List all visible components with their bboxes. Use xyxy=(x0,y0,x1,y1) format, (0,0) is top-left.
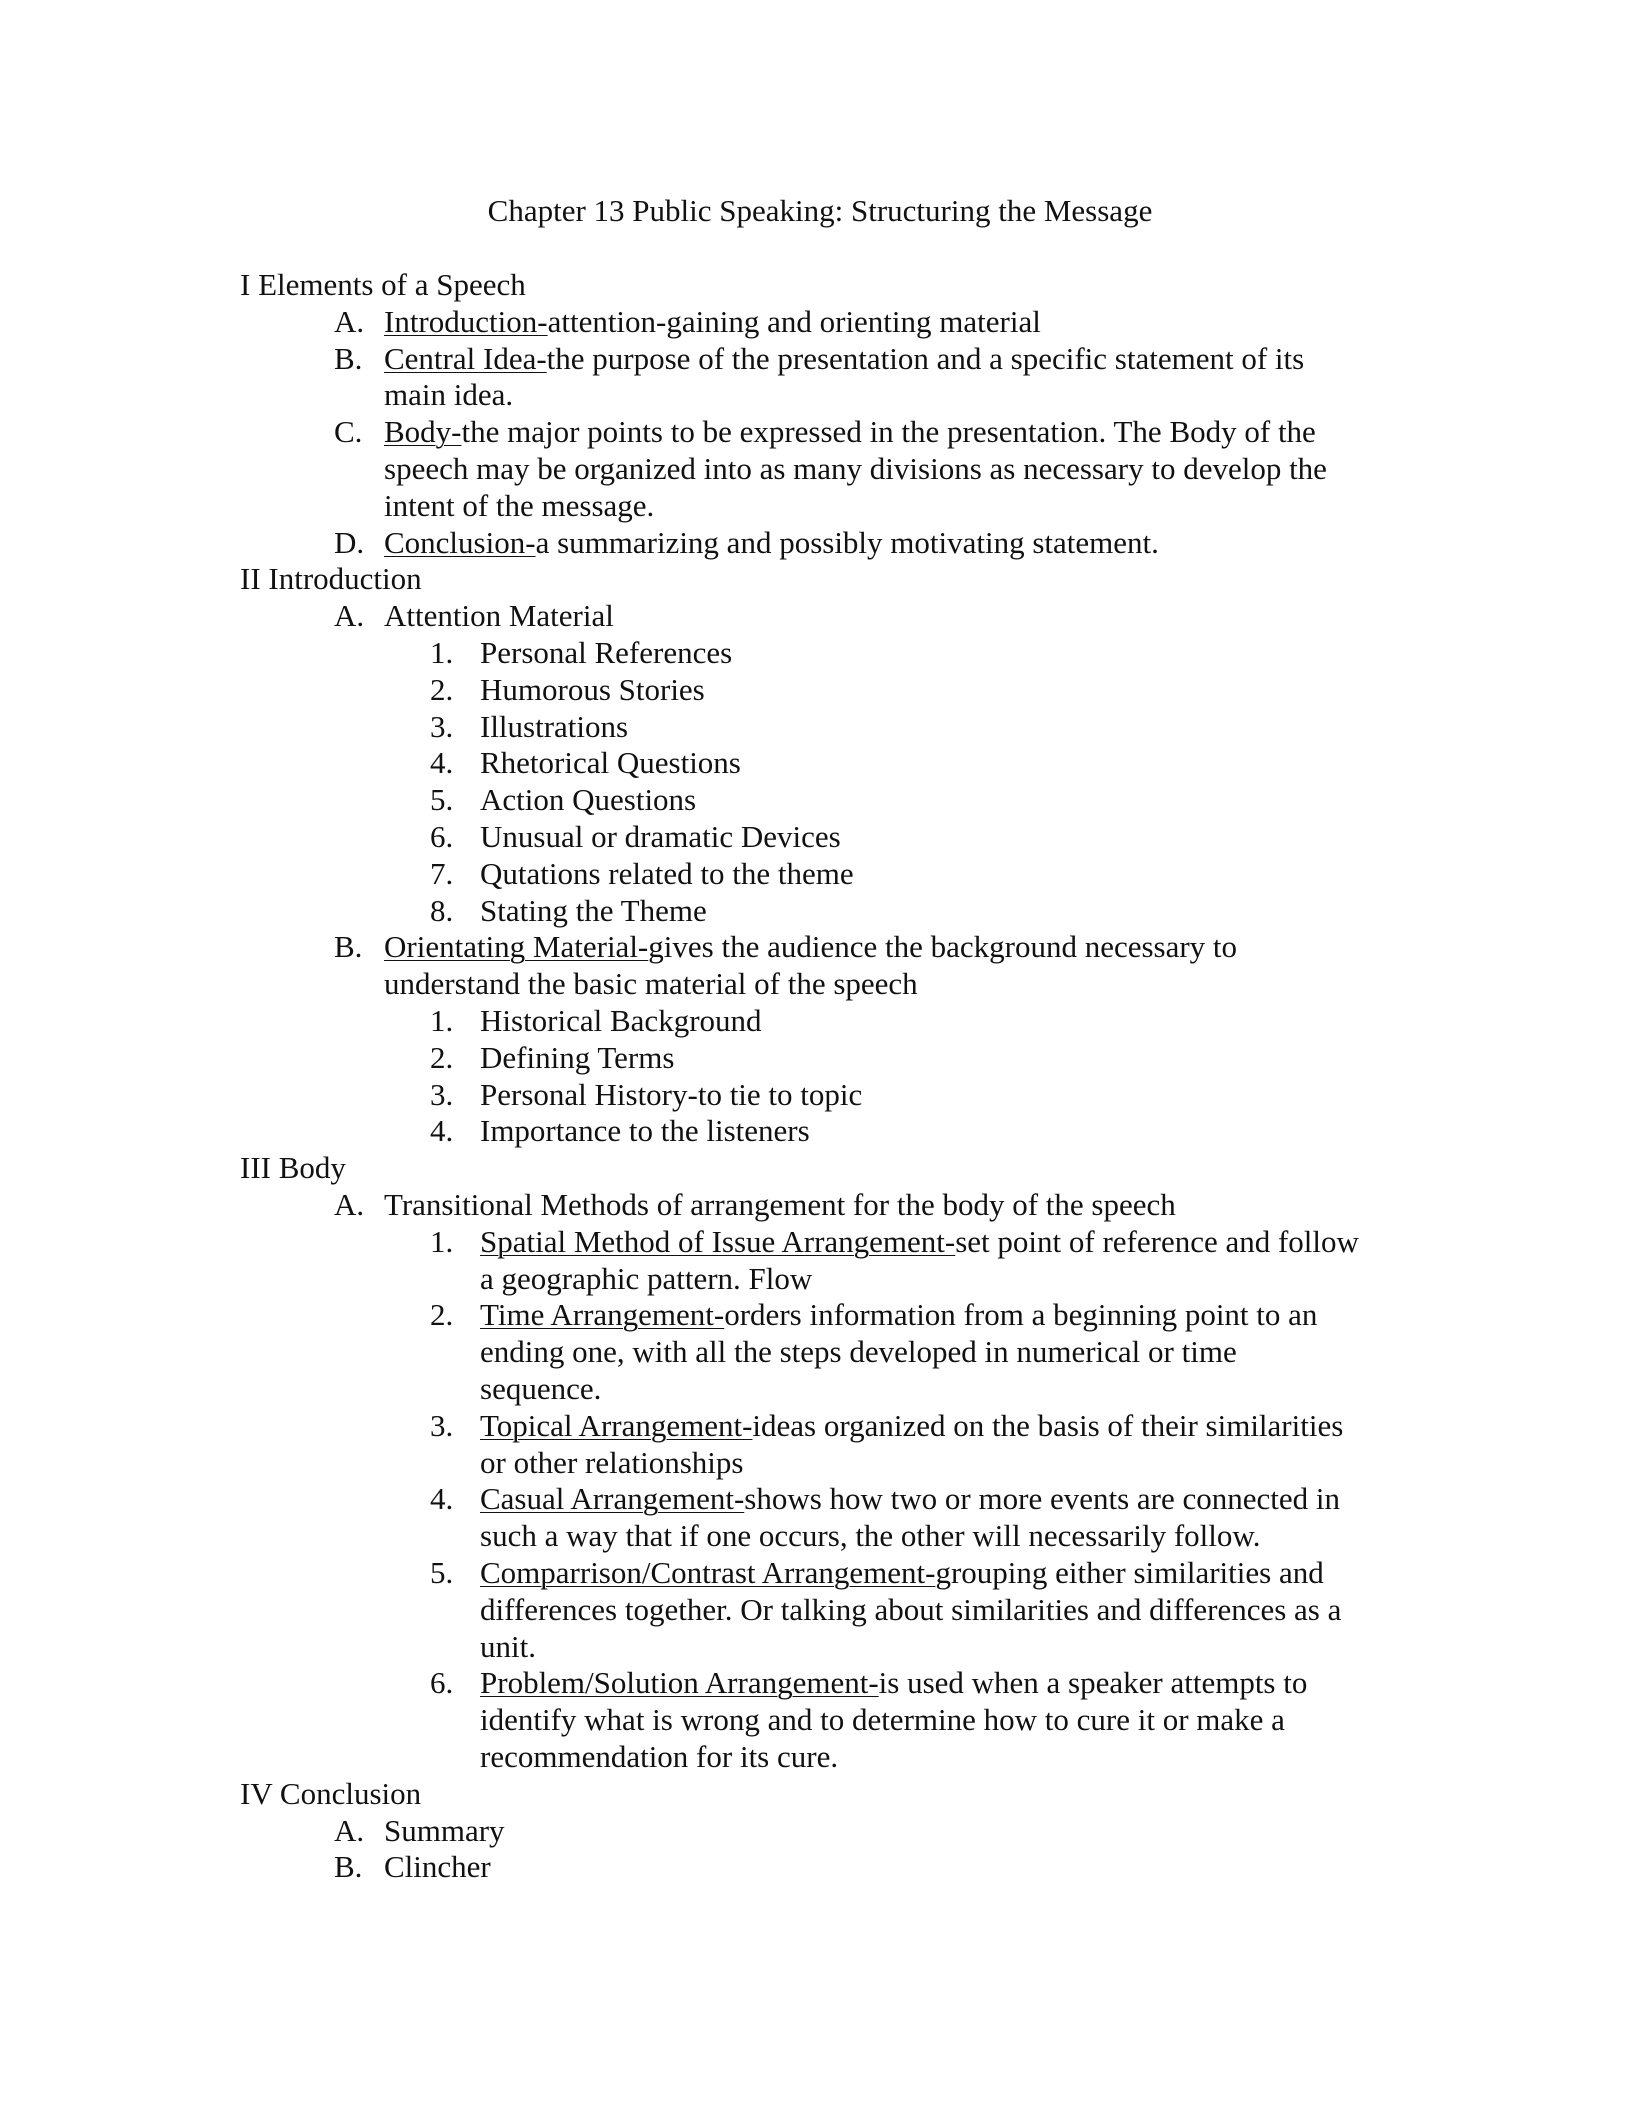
outline-subitem-term: Problem/Solution Arrangement- xyxy=(480,1665,879,1701)
outline-subitem-line xyxy=(480,1370,601,1407)
outline-item-text: speech may be organized into as many divisions as necessary to develop the xyxy=(384,451,1327,486)
outline-item-line xyxy=(384,1848,491,1885)
outline-item-marker: C. xyxy=(334,414,363,450)
outline-subitem-text: shows how two or more events are connected in xyxy=(744,1481,1341,1517)
outline-item-text: gives the audience the background necessary to xyxy=(648,929,1238,965)
outline-subitem-text: Action Questions xyxy=(480,782,697,818)
outline-item-text: the purpose of the presentation and a specific statement of its xyxy=(546,340,1305,376)
outline-subitem-text: Personal References xyxy=(480,635,733,670)
outline-subitem-marker: 2. xyxy=(430,1297,454,1333)
outline-item-text: Summary xyxy=(384,1812,505,1848)
outline-item-text: Transitional Methods of arrangement for the body of the speech xyxy=(384,1187,1176,1222)
outline-subitem-text: Personal History-to tie to topic xyxy=(480,1076,863,1112)
outline-item-marker: B. xyxy=(334,340,363,376)
outline-item-marker: A. xyxy=(334,1187,365,1222)
outline-subitem-text: set point of reference and follow xyxy=(955,1223,1359,1259)
outline-item-marker: A. xyxy=(334,1812,365,1848)
outline-item-marker: B. xyxy=(334,1849,363,1885)
outline-item-term: Orientating Material- xyxy=(384,929,649,965)
outline-subitem-marker: 3. xyxy=(430,1076,454,1112)
outline-item-term: Conclusion- xyxy=(384,524,536,560)
section-heading: IV Conclusion xyxy=(240,1775,422,1811)
outline-subitem-text: unit. xyxy=(480,1628,536,1664)
outline-subitem-line xyxy=(480,1260,812,1297)
outline-subitem-marker: 1. xyxy=(430,1223,454,1259)
outline-item-marker: A. xyxy=(334,598,365,634)
section-heading: II Introduction xyxy=(240,561,422,597)
outline-subitem-text: ideas organized on the basis of their similarities xyxy=(752,1407,1344,1443)
outline-subitem-line xyxy=(480,1407,1343,1444)
outline-subitem-line xyxy=(480,1664,1307,1701)
outline-subitem-text: such a way that if one occurs, the other will necessarily follow. xyxy=(480,1518,1261,1554)
outline-item-text: Attention Material xyxy=(384,598,614,634)
outline-subitem-term: Casual Arrangement- xyxy=(480,1481,745,1517)
outline-subitem-marker: 4. xyxy=(430,1113,454,1149)
outline-subitem-line xyxy=(480,1333,1237,1370)
outline-item-text: main idea. xyxy=(384,377,514,413)
outline-item-term: Introduction- xyxy=(384,303,548,339)
document-title: Chapter 13 Public Speaking: Structuring the Message xyxy=(487,193,1153,228)
outline-item-line xyxy=(384,303,1041,340)
outline-item-line xyxy=(384,597,614,634)
outline-subitem-marker: 5. xyxy=(430,1555,454,1590)
outline-subitem-line xyxy=(480,1480,1340,1517)
outline-item-line xyxy=(384,413,1316,450)
section-heading: III Body xyxy=(240,1150,346,1186)
outline-item-marker: A. xyxy=(334,303,365,339)
outline-subitem-text: Importance to the listeners xyxy=(480,1113,810,1149)
outline-subitem-text: Unusual or dramatic Devices xyxy=(480,819,841,854)
outline-subitem-text: recommendation for its cure. xyxy=(480,1739,839,1774)
outline-subitem-line xyxy=(480,1223,1359,1260)
outline-subitem-text: orders information from a beginning point to an xyxy=(724,1297,1318,1333)
outline-subitem-text: Illustrations xyxy=(480,708,629,744)
outline-subitem-marker: 1. xyxy=(430,635,454,670)
outline-subitem-term: Spatial Method of Issue Arrangement- xyxy=(480,1223,956,1259)
outline-item-line xyxy=(384,1186,1176,1223)
outline-subitem-text: is used when a speaker attempts to xyxy=(878,1665,1308,1701)
outline-subitem-marker: 4. xyxy=(430,745,454,781)
outline-item-line xyxy=(384,450,1327,487)
outline-item-line xyxy=(384,524,1159,561)
outline-subitem-text: Stating the Theme xyxy=(480,892,707,928)
outline-subitem-line xyxy=(480,1554,1324,1591)
outline-subitem-line xyxy=(480,1591,1341,1628)
outline-item-term: Body- xyxy=(384,414,462,450)
outline-item-line xyxy=(384,340,1304,377)
outline-subitem-marker: 5. xyxy=(430,782,454,818)
outline-subitem-text: identify what is wrong and to determine how to cure it or make a xyxy=(480,1702,1285,1738)
outline-subitem-text: differences together. Or talking about similarities and differences as a xyxy=(480,1591,1342,1627)
outline-subitem-text: Rhetorical Questions xyxy=(480,745,741,781)
section-heading: I Elements of a Speech xyxy=(240,267,526,302)
outline-item-text: understand the basic material of the speech xyxy=(384,966,918,1002)
outline-subitem-term: Comparrison/Contrast Arrangement- xyxy=(480,1555,936,1590)
outline-subitem-marker: 7. xyxy=(430,855,454,891)
outline-item-term: Central Idea- xyxy=(384,340,547,376)
outline-item-text: attention-gaining and orienting material xyxy=(547,303,1041,339)
outline-subitem-line xyxy=(480,1517,1261,1554)
outline-item-line xyxy=(384,928,1237,965)
outline-item-line xyxy=(384,487,654,524)
outline-subitem-term: Time Arrangement- xyxy=(480,1297,725,1333)
outline-item-line xyxy=(384,965,918,1002)
outline-subitem-line xyxy=(480,1701,1285,1738)
outline-subitem-text: Historical Background xyxy=(480,1003,762,1038)
outline-item-text: intent of the message. xyxy=(384,487,655,523)
outline-subitem-marker: 2. xyxy=(430,1039,454,1075)
outline-subitem-text: Defining Terms xyxy=(480,1039,675,1075)
outline-subitem-marker: 1. xyxy=(430,1003,454,1038)
outline-subitem-line xyxy=(480,1628,536,1665)
outline-subitem-marker: 3. xyxy=(430,708,454,744)
outline-subitem-marker: 6. xyxy=(430,819,454,854)
outline-item-text: the major points to be expressed in the presentation. The Body of the xyxy=(461,414,1316,450)
outline-subitem-text: Qutations related to the theme xyxy=(480,855,854,891)
outline-item-text: Clincher xyxy=(384,1849,491,1885)
outline-subitem-line xyxy=(480,1296,1317,1333)
outline-subitem-text: sequence. xyxy=(480,1371,602,1406)
outline-subitem-marker: 2. xyxy=(430,671,454,707)
outline-subitem-text: a geographic pattern. Flow xyxy=(480,1260,813,1296)
outline-subitem-term: Topical Arrangement- xyxy=(480,1407,753,1443)
outline-subitem-marker: 4. xyxy=(430,1481,454,1517)
outline-subitem-text: Humorous Stories xyxy=(480,671,705,707)
outline-subitem-line xyxy=(480,1444,743,1481)
outline-subitem-text: ending one, with all the steps developed in numerical or time xyxy=(480,1334,1237,1370)
outline-item-line xyxy=(384,1812,505,1849)
outline-item-line xyxy=(384,376,513,413)
outline-subitem-marker: 8. xyxy=(430,892,454,928)
outline-item-marker: B. xyxy=(334,929,363,965)
outline-subitem-text: grouping either similarities and xyxy=(935,1555,1324,1590)
outline-item-text: a summarizing and possibly motivating statement. xyxy=(535,524,1159,560)
outline-subitem-line xyxy=(480,1738,838,1775)
outline-subitem-marker: 6. xyxy=(430,1665,454,1701)
outline-item-marker: D. xyxy=(334,524,365,560)
outline-subitem-text: or other relationships xyxy=(480,1444,744,1480)
outline-subitem-marker: 3. xyxy=(430,1407,454,1443)
